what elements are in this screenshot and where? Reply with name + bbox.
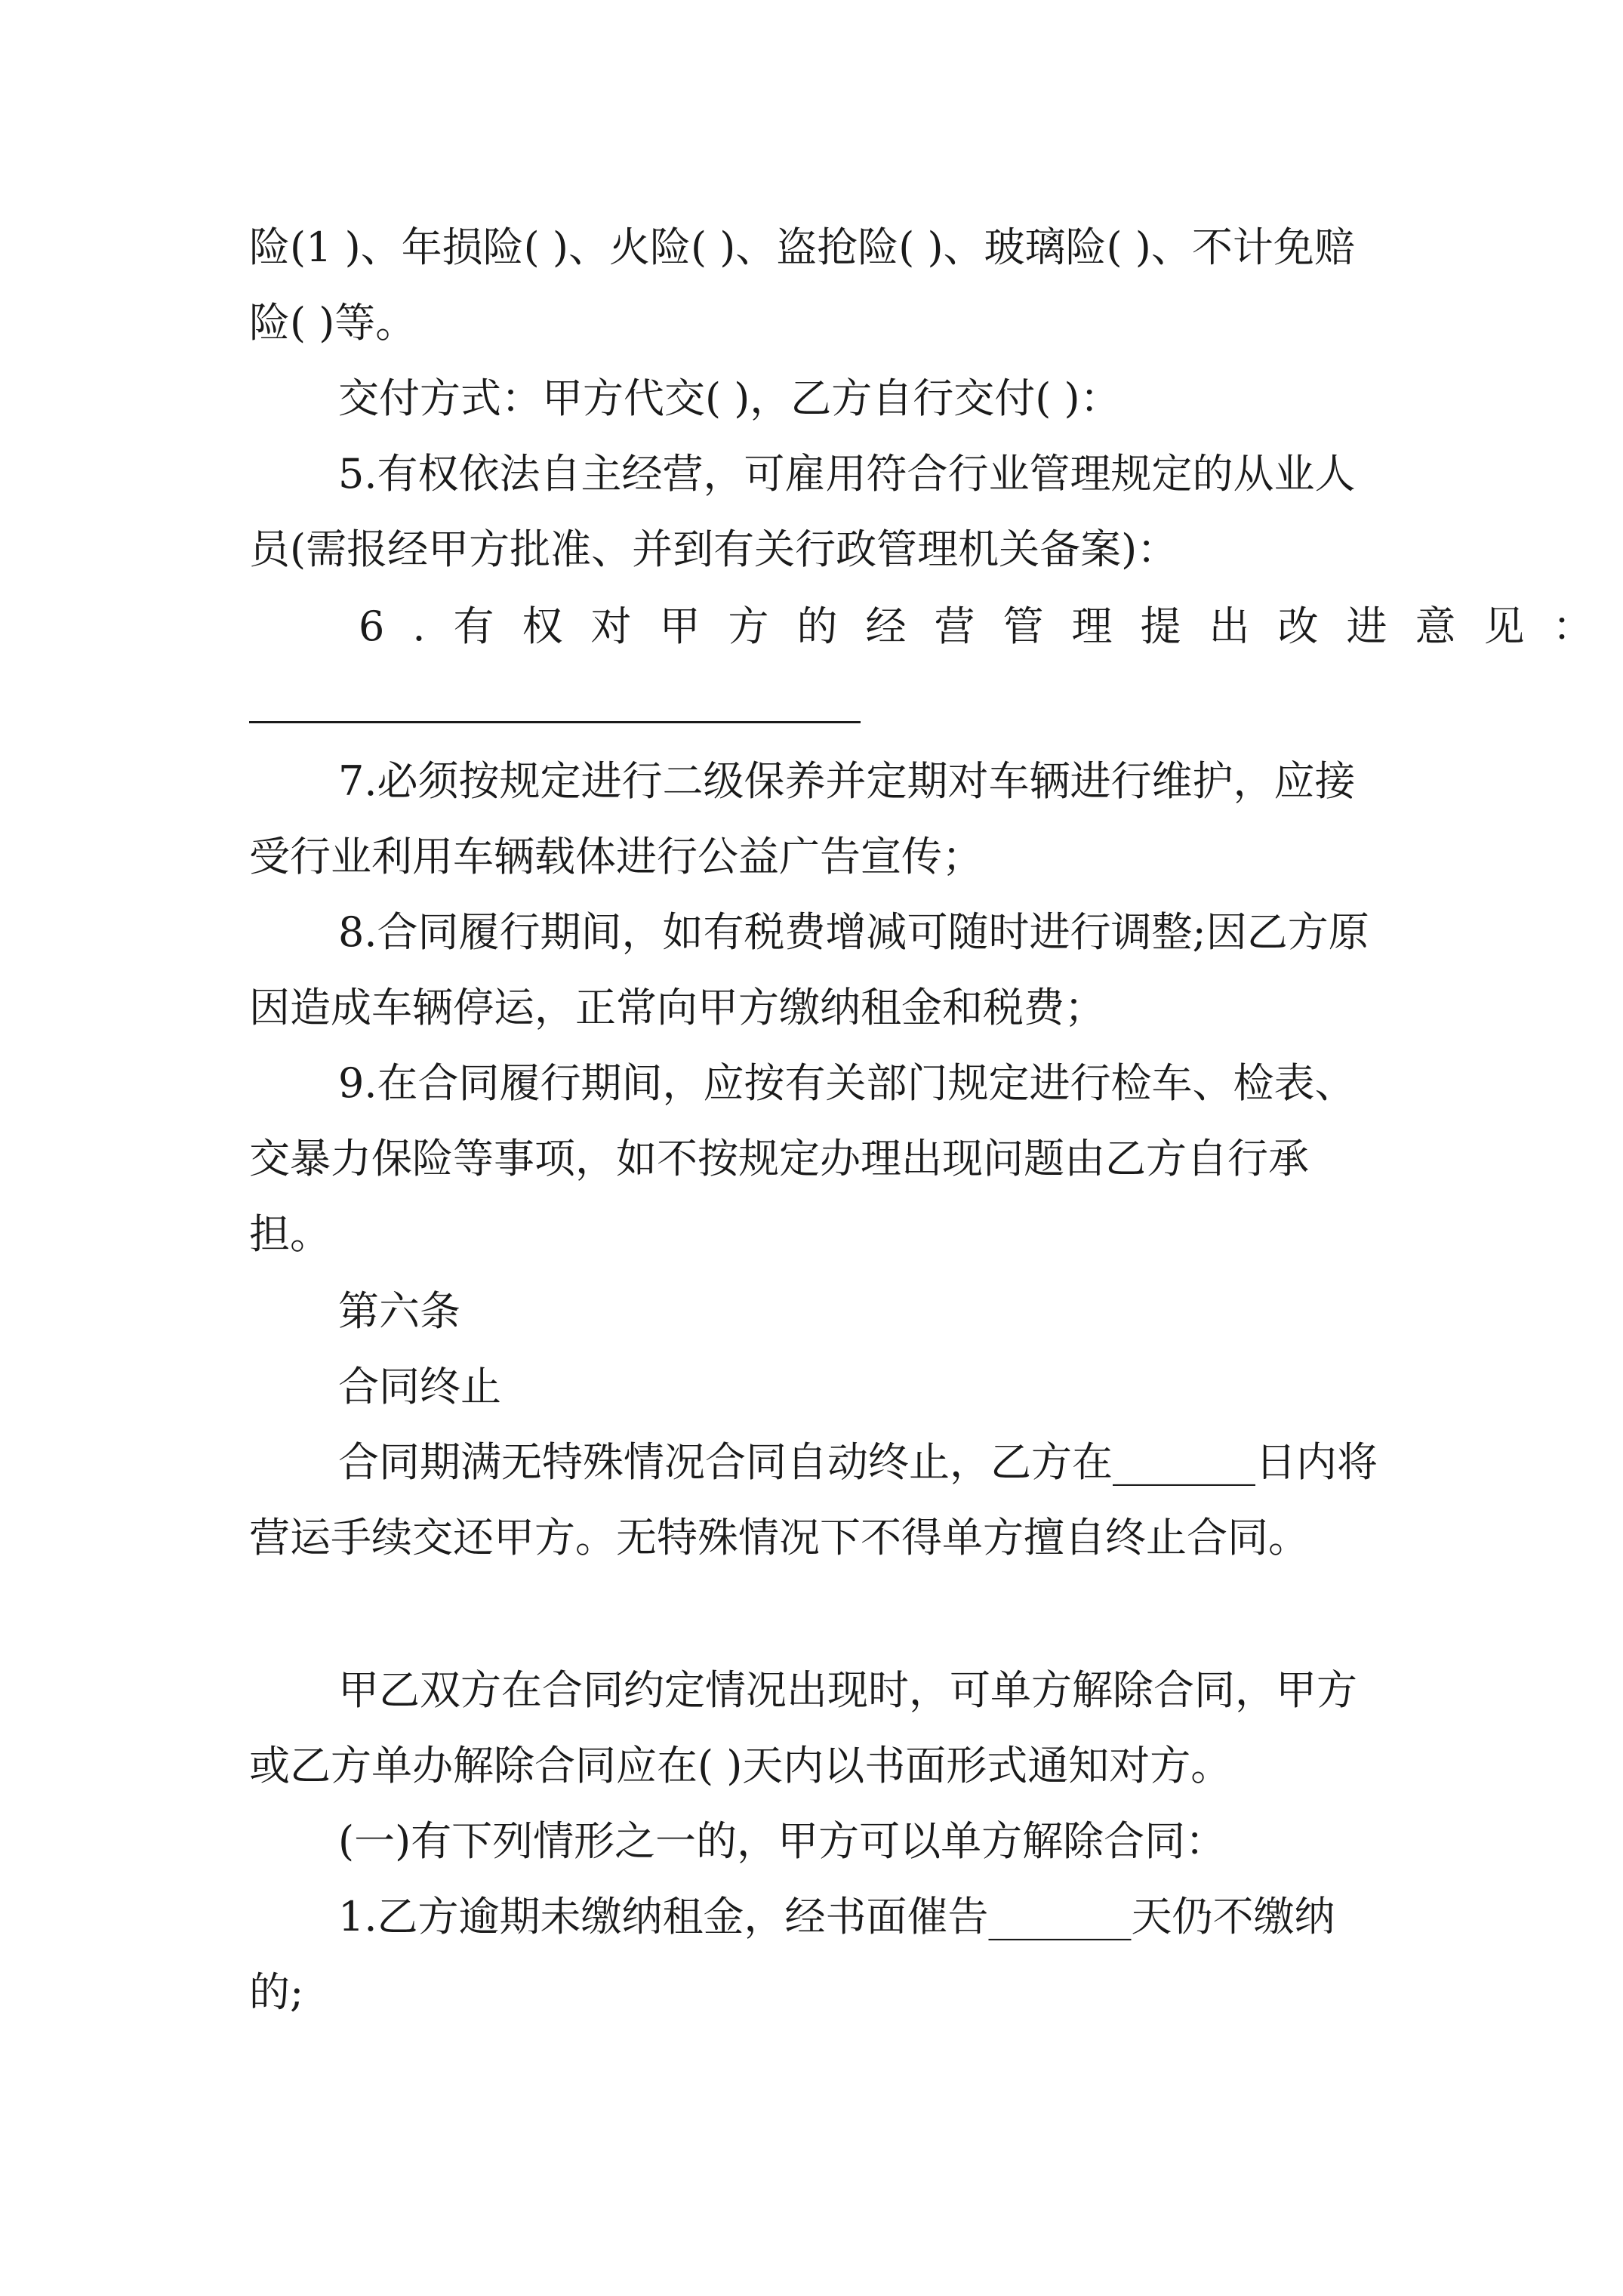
paragraph-item-7: 7.必须按规定进行二级保养并定期对车辆进行维护，应接受行业利用车辆载体进行公益广告宣传； xyxy=(249,757,1356,880)
paragraph-item-8: 8.合同履行期间，如有税费增减可随时进行调整;因乙方原因造成车辆停运，正常向甲方缴纳租金和税费； xyxy=(249,908,1369,1031)
paragraph-insurance-types: 险(1 )、年损险( )、火险( )、盗抢险( )、玻璃险( )、不计免赔险( )等。 xyxy=(249,223,1355,347)
paragraph-unilateral-termination: 甲乙双方在合同约定情况出现时，可单方解除合同，甲方或乙方单办解除合同应在( )天内以书面形式通知对方。 xyxy=(249,1666,1357,1789)
paragraph-payment-method: 交付方式：甲方代交( )，乙方自行交付( )： xyxy=(338,374,1121,422)
section-title-contract-termination: 合同终止 xyxy=(338,1363,501,1410)
paragraph-item-5: 5.有权依法自主经营，可雇用符合行业管理规定的从业人员(需报经甲方批准、并到有关行政管理机关备案)： xyxy=(249,450,1356,573)
section-heading-article-6: 第六条 xyxy=(338,1287,460,1335)
paragraph-item-1-overdue-rent: 1.乙方逾期未缴纳租金，经书面催告_______天仍不缴纳的; xyxy=(249,1893,1335,2016)
blank-underline xyxy=(249,721,861,723)
paragraph-contract-expiry: 合同期满无特殊情况合同自动终止，乙方在_______日内将营运手续交还甲方。无特殊情况下不得单方擅自终止合同。 xyxy=(249,1438,1378,1561)
paragraph-item-6: 6.有权对甲方的经营管理提出改进意见： xyxy=(359,603,1621,650)
paragraph-clause-one: (一)有下列情形之一的，甲方可以单方解除合同： xyxy=(338,1817,1227,1865)
paragraph-item-9: 9.在合同履行期间，应按有关部门规定进行检车、检表、交暴力保险等事项，如不按规定办理出现问题由乙方自行承担。 xyxy=(249,1059,1356,1258)
